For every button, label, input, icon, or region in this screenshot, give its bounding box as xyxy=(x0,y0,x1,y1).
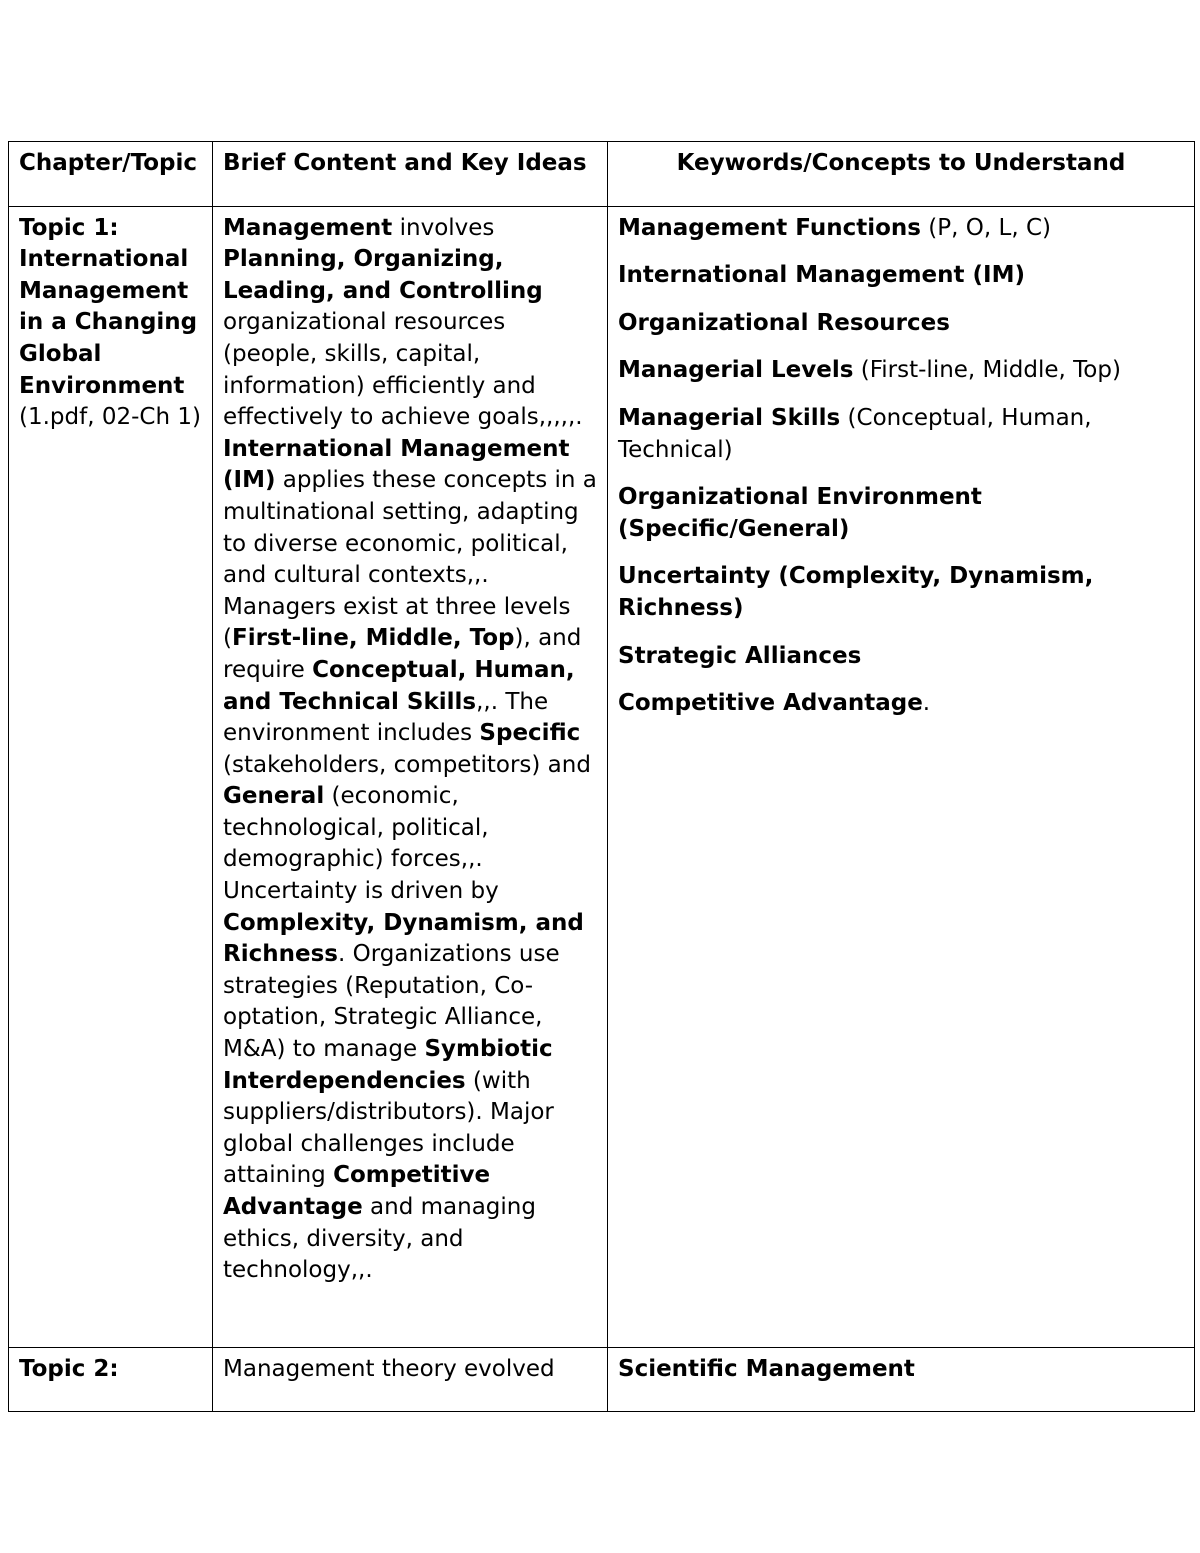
keyword-item: Managerial Levels (First-line, Middle, Top) xyxy=(618,357,1121,384)
content-cell: Management theory evolved xyxy=(213,1347,608,1412)
topic-table xyxy=(8,141,1195,1412)
keyword-item: Managerial Skills (Conceptual, Human, Technical) xyxy=(618,404,1092,463)
keywords-cell: Scientific Management xyxy=(608,1347,1195,1412)
table-row xyxy=(9,206,1195,1347)
keyword-item: Uncertainty (Complexity, Dynamism, Richness) xyxy=(618,563,1094,621)
header-brief-content: Brief Content and Key Ideas xyxy=(213,142,608,207)
topic-cell: Topic 2: xyxy=(9,1347,213,1412)
content-cell: Management involves Planning, Organizing, Leading, and Controlling organizational resources (people, skills, capital, information) efficiently and effectively to achieve goals,,,,,. International Management (IM) applies these concepts in a multinational setting, adapting to diverse economic, political, and cultural contexts,,. Managers exist at three levels (First-line, Middle, Top), and require Conceptual, Human, and Technical Skills,,. The environment includes Specific (stakeholders, competitors) and General (economic, technological, political, demographic) forces,,. Uncertainty is driven by Complexity, Dynamism, and Richness. Organizations use strategies (Reputation, Co-optation, Strategic Alliance, M&A) to manage Symbiotic Interdependencies (with suppliers/distributors). Major global challenges include attaining Competitive Advantage and managing ethics, diversity, and technology,,. xyxy=(213,206,608,1347)
keyword-item: Organizational Environment (Specific/General) xyxy=(618,484,982,542)
keyword-item: Organizational Resources xyxy=(618,309,950,336)
keyword-item: Strategic Alliances xyxy=(618,642,862,669)
keyword-item: Competitive Advantage. xyxy=(618,690,931,717)
table-row xyxy=(9,1347,1195,1412)
table-header-row xyxy=(9,142,1195,207)
header-chapter-topic: Chapter/Topic xyxy=(9,142,213,207)
keyword-item: Management Functions (P, O, L, C) xyxy=(618,214,1051,241)
keywords-cell xyxy=(608,206,1195,1347)
topic-cell: Topic 1: International Management in a Changing Global Environment (1.pdf, 02-Ch 1) xyxy=(9,206,213,1347)
header-keywords: Keywords/Concepts to Understand xyxy=(608,142,1195,207)
keyword-item: International Management (IM) xyxy=(618,262,1026,289)
